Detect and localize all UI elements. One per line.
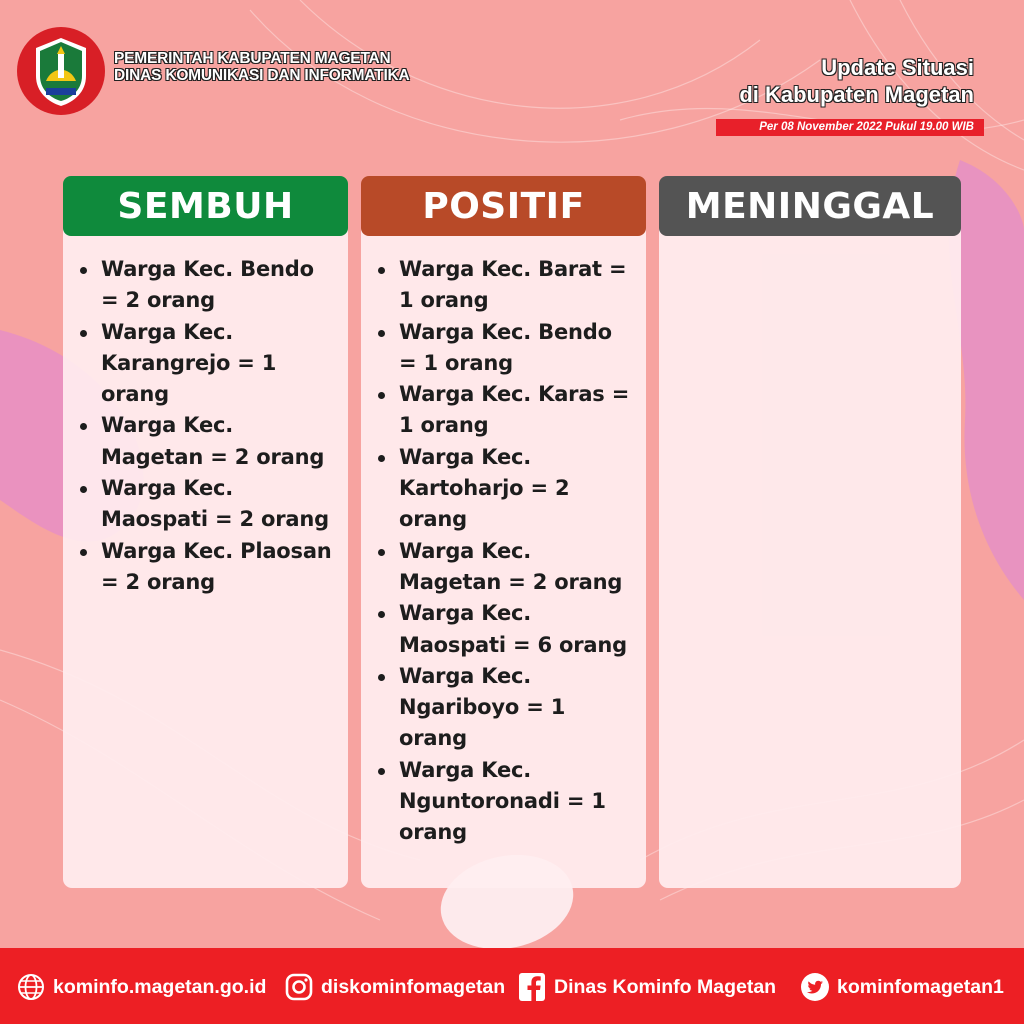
title-line-2: di Kabupaten Magetan bbox=[739, 82, 974, 107]
list-item: Warga Kec. Magetan = 2 orang bbox=[399, 536, 636, 599]
twitter-icon bbox=[800, 972, 830, 1002]
website-text: kominfo.magetan.go.id bbox=[53, 975, 267, 998]
list-item: Warga Kec. Ngariboyo = 1 orang bbox=[399, 661, 636, 755]
twitter-link[interactable] bbox=[800, 970, 1004, 1004]
positive-panel bbox=[361, 176, 646, 888]
positive-heading: POSITIF bbox=[361, 176, 646, 236]
globe-icon bbox=[16, 972, 46, 1002]
list-item: Warga Kec. Maospati = 6 orang bbox=[399, 598, 636, 661]
twitter-text: kominfomagetan1 bbox=[837, 975, 1004, 998]
website-link[interactable] bbox=[16, 970, 266, 1004]
deceased-panel bbox=[659, 176, 961, 888]
page-title bbox=[739, 54, 974, 108]
facebook-text: Dinas Kominfo Magetan bbox=[554, 975, 777, 998]
title-line-1: Update Situasi bbox=[821, 55, 974, 80]
list-item: Warga Kec. Kartoharjo = 2 orang bbox=[399, 442, 636, 536]
deceased-heading: MENINGGAL bbox=[659, 176, 961, 236]
instagram-link[interactable] bbox=[284, 970, 505, 1004]
organization-line-2: DINAS KOMUNIKASI DAN INFORMATIKA bbox=[114, 67, 410, 84]
instagram-icon bbox=[284, 972, 314, 1002]
list-item: Warga Kec. Barat = 1 orang bbox=[399, 254, 636, 317]
list-item: Warga Kec. Magetan = 2 orang bbox=[101, 410, 338, 473]
list-item: Warga Kec. Nguntoronadi = 1 orang bbox=[399, 755, 636, 849]
list-item: Warga Kec. Karangrejo = 1 orang bbox=[101, 317, 338, 411]
positive-list bbox=[361, 236, 646, 849]
list-item: Warga Kec. Maospati = 2 orang bbox=[101, 473, 338, 536]
deceased-list bbox=[659, 236, 961, 254]
recovered-heading: SEMBUH bbox=[63, 176, 348, 236]
facebook-icon bbox=[517, 972, 547, 1002]
recovered-list bbox=[63, 236, 348, 598]
footer-bar bbox=[0, 948, 1024, 1024]
list-item: Warga Kec. Plaosan = 2 orang bbox=[101, 536, 338, 599]
facebook-link[interactable] bbox=[517, 970, 776, 1004]
list-item: Warga Kec. Bendo = 1 orang bbox=[399, 317, 636, 380]
list-item: Warga Kec. Bendo = 2 orang bbox=[101, 254, 338, 317]
instagram-text: diskominfomagetan bbox=[321, 975, 506, 998]
list-item: Warga Kec. Karas = 1 orang bbox=[399, 379, 636, 442]
organization-name bbox=[114, 50, 410, 84]
recovered-panel bbox=[63, 176, 348, 888]
organization-line-1: PEMERINTAH KABUPATEN MAGETAN bbox=[114, 50, 391, 67]
magetan-emblem bbox=[16, 26, 106, 116]
date-banner: Per 08 November 2022 Pukul 19.00 WIB bbox=[716, 119, 984, 136]
